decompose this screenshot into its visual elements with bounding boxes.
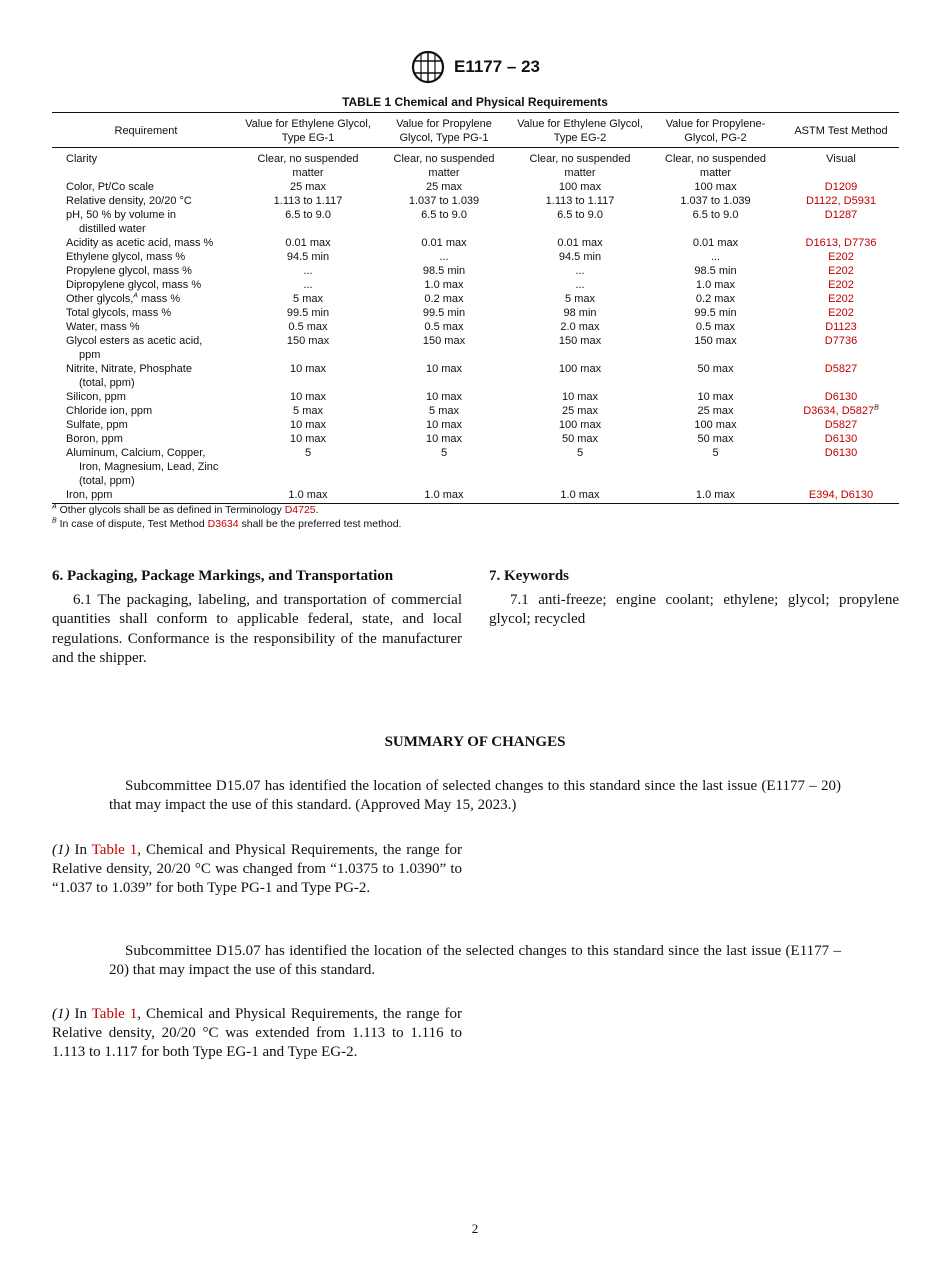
summary-paragraph: Subcommittee D15.07 has identified the location of the selected changes to this standard since the last issue (E1177 – 20) that may impact the use of this standard.: [109, 943, 841, 978]
test-method-link[interactable]: D5827: [824, 363, 858, 375]
test-method-cell[interactable]: [783, 488, 899, 504]
page-header: [0, 50, 950, 84]
test-method-link[interactable]: D7736: [824, 335, 858, 347]
value-cell: 0.01 max: [421, 237, 467, 249]
value-cell: 1.0 max: [695, 279, 736, 291]
requirement-text: Aluminum, Calcium, Copper,: [66, 447, 206, 459]
test-method-link[interactable]: D6130: [824, 433, 858, 445]
change-text: In: [69, 1006, 92, 1022]
value-cell: Clear, no suspended matter: [257, 153, 359, 179]
requirement-text: Color, Pt/Co scale: [66, 181, 155, 193]
test-method-link[interactable]: D1122, D5931: [805, 195, 877, 207]
column-header: Requirement: [52, 113, 240, 148]
value-cell: 6.5 to 9.0: [285, 209, 331, 221]
footnote-text: Other glycols shall be as defined in Terminology: [56, 504, 285, 516]
change-number: (1): [52, 1006, 70, 1022]
test-method-cell[interactable]: [783, 418, 899, 432]
value-cell: 10 max: [425, 391, 463, 403]
requirement-text: Sulfate, ppm: [66, 419, 128, 431]
test-method-cell[interactable]: [783, 306, 899, 320]
value-cell: 100 max: [694, 419, 737, 431]
value-cell: 1.0 max: [512, 488, 648, 504]
value-cell: 98.5 min: [694, 265, 737, 277]
value-cell: 150 max: [558, 335, 602, 347]
requirement-cell: [52, 488, 240, 504]
table-row: [52, 334, 899, 362]
requirement-text: Acidity as acetic acid, mass %: [66, 237, 214, 249]
requirement-cell: [52, 264, 240, 278]
footnote-text: In case of dispute, Test Method: [56, 518, 208, 530]
footnote-a: [52, 503, 401, 517]
test-method-cell[interactable]: [783, 404, 899, 418]
test-method-cell: [783, 148, 899, 181]
requirement-cell: [52, 278, 240, 292]
value-cell: 2.0 max: [560, 321, 600, 333]
change-text: In: [69, 842, 92, 858]
section-heading: 7. Keywords: [489, 568, 569, 584]
footnote-mark: A: [133, 292, 138, 300]
table-row: [52, 236, 899, 250]
value-cell: 100 max: [694, 181, 737, 193]
summary-title: SUMMARY OF CHANGES: [384, 734, 566, 750]
value-cell: 25 max: [697, 405, 734, 417]
footnote-link[interactable]: D3634: [207, 518, 239, 530]
requirement-text: Other glycols,: [66, 293, 134, 305]
requirement-text: Total glycols, mass %: [66, 307, 172, 319]
section-6: [52, 567, 462, 669]
column-header: Value for Propylene Glycol, Type PG-1: [376, 113, 512, 148]
test-method-link[interactable]: D3634, D5827: [803, 405, 875, 417]
value-cell: 1.0 max: [648, 488, 783, 504]
value-cell: 0.01 max: [692, 237, 739, 249]
test-method-cell[interactable]: [783, 208, 899, 236]
requirement-text: pH, 50 % by volume in: [66, 209, 177, 221]
value-cell: 94.5 min: [558, 251, 602, 263]
table-row: [52, 148, 899, 181]
table-row: [52, 488, 899, 504]
value-cell: 100 max: [558, 363, 602, 375]
requirement-text: Boron, ppm: [66, 433, 123, 445]
value-cell: 50 max: [697, 363, 734, 375]
value-cell: 25 max: [289, 181, 327, 193]
footnote-text: shall be the preferred test method.: [238, 518, 402, 530]
value-cell: ...: [303, 279, 313, 291]
test-method-link[interactable]: D1209: [824, 181, 858, 193]
document-code: E1177 – 23: [453, 57, 541, 76]
change-text: , Chemical and Physical Requirements, the range for Relative density, 20/20 °C was extended from 1.113 to 1.116 to 1.113 to 1.117 for both Type EG-1 and Type EG-2.: [52, 1006, 462, 1060]
requirement-cell: [52, 250, 240, 264]
value-cell: 150 max: [694, 335, 737, 347]
section-body: 7.1 anti-freeze; engine coolant; ethylene; glycol; propylene glycol; recycled: [489, 591, 899, 627]
requirement-cell: [52, 292, 240, 306]
requirement-text: mass %: [137, 293, 181, 305]
value-cell: 98 min: [563, 307, 597, 319]
value-cell: 99.5 min: [422, 307, 466, 319]
value-cell: 10 max: [425, 363, 463, 375]
table-row: [52, 404, 899, 418]
change-text: , Chemical and Physical Requirements, the range for Relative density, 20/20 °C was changed from “1.0375 to 1.0390” to “1.037 to 1.039” for both Type PG-1 and Type PG-2.: [52, 842, 462, 896]
value-cell: 50 max: [561, 433, 599, 445]
value-cell: 10 max: [561, 391, 599, 403]
table-row: [52, 446, 899, 488]
value-cell: 25 max: [425, 181, 463, 193]
requirement-text: Clarity: [66, 153, 98, 165]
test-method-link[interactable]: D6130: [824, 391, 858, 403]
requirement-cell: [52, 236, 240, 250]
value-cell: 6.5 to 9.0: [692, 209, 739, 221]
requirement-cell: [52, 180, 240, 194]
value-cell: 0.01 max: [557, 237, 603, 249]
column-header: ASTM Test Method: [783, 113, 899, 148]
section-body: 6.1 The packaging, labeling, and transportation of commercial quantities shall conform to applicable federal, state, and local regulations. Conformance is the responsibility of the manufacturer and the shipper.: [52, 591, 462, 666]
value-cell: 100 max: [558, 181, 602, 193]
value-cell: 1.037 to 1.039: [680, 195, 751, 207]
requirement-cell: [52, 362, 240, 390]
requirement-text: Ethylene glycol, mass %: [66, 251, 186, 263]
table-header-row: [52, 113, 899, 148]
requirement-cell: [52, 208, 240, 236]
column-header: Value for Ethylene Glycol, Type EG-1: [240, 113, 376, 148]
value-cell: 5 max: [293, 405, 323, 417]
requirement-text: (total, ppm): [79, 377, 135, 389]
value-cell: 10 max: [289, 391, 327, 403]
section-heading: 6. Packaging, Package Markings, and Transportation: [52, 568, 394, 584]
value-cell: ...: [575, 279, 585, 291]
table-footnotes: [52, 503, 401, 531]
table-row: [52, 390, 899, 404]
value-cell: 0.5 max: [424, 321, 464, 333]
section-7: [489, 567, 899, 630]
value-cell: 0.2 max: [695, 293, 736, 305]
test-method-link[interactable]: E202: [828, 293, 854, 305]
value-cell: Clear, no suspended matter: [665, 153, 766, 179]
requirement-text: distilled water: [79, 223, 146, 235]
value-cell: 10 max: [425, 433, 463, 445]
requirement-cell: [52, 404, 240, 418]
value-cell: 10 max: [289, 419, 327, 431]
value-cell: 98.5 min: [422, 265, 466, 277]
column-header: Value for Propylene-Glycol, PG-2: [648, 113, 783, 148]
requirement-text: Relative density, 20/20 °C: [66, 195, 192, 207]
requirements-table: [52, 112, 899, 504]
table-row: [52, 250, 899, 264]
value-cell: 6.5 to 9.0: [421, 209, 467, 221]
test-method-link: Visual: [826, 153, 856, 165]
value-cell: Clear, no suspended matter: [529, 153, 631, 179]
requirement-text: Silicon, ppm: [66, 391, 126, 403]
table-row: [52, 180, 899, 194]
test-method-cell[interactable]: [783, 180, 899, 194]
value-cell: 99.5 min: [286, 307, 330, 319]
requirement-text: Water, mass %: [66, 321, 140, 333]
value-cell: ...: [575, 265, 585, 277]
value-cell: 5 max: [293, 293, 323, 305]
value-cell: 1.037 to 1.039: [408, 195, 480, 207]
test-method-link[interactable]: D1123: [825, 321, 857, 333]
test-method-link[interactable]: E202: [828, 251, 854, 263]
table-link[interactable]: Table 1: [91, 1006, 138, 1022]
footnote-b: [52, 517, 401, 531]
requirement-cell: [52, 432, 240, 446]
value-cell: 25 max: [561, 405, 599, 417]
value-cell: 5: [576, 447, 584, 459]
table-row: [52, 432, 899, 446]
value-cell: 5 max: [565, 293, 595, 305]
summary-paragraph: Subcommittee D15.07 has identified the location of selected changes to this standard since the last issue (E1177 – 20) that may impact the use of this standard. (Approved May 15, 2023.): [109, 778, 841, 813]
footnote-link[interactable]: D4725: [284, 504, 316, 516]
table-row: [52, 194, 899, 208]
value-cell: ...: [303, 265, 313, 277]
requirement-text: ppm: [79, 349, 101, 361]
requirement-text: Dipropylene glycol, mass %: [66, 279, 202, 291]
requirement-text: Nitrite, Nitrate, Phosphate: [66, 363, 192, 375]
value-cell: 5: [304, 447, 312, 459]
table-row: [52, 208, 899, 236]
requirement-cell: [52, 306, 240, 320]
test-method-link[interactable]: D5827: [824, 419, 858, 431]
value-cell: 10 max: [289, 363, 327, 375]
table-row: [52, 362, 899, 390]
requirement-cell: [52, 418, 240, 432]
test-method-link[interactable]: D1613, D7736: [805, 237, 877, 249]
test-method-cell[interactable]: [783, 432, 899, 446]
value-cell: 1.0 max: [424, 279, 464, 291]
table-title: TABLE 1 Chemical and Physical Requirements: [342, 95, 608, 109]
value-cell: 100 max: [558, 419, 602, 431]
value-cell: 1.113 to 1.117: [273, 195, 343, 207]
value-cell: 1.0 max: [376, 488, 512, 504]
test-method-cell[interactable]: [783, 390, 899, 404]
requirement-cell: [52, 194, 240, 208]
value-cell: 1.113 to 1.117: [545, 195, 615, 207]
footnote-mark: A: [52, 503, 57, 511]
column-header: Value for Ethylene Glycol, Type EG-2: [512, 113, 648, 148]
value-cell: ...: [710, 251, 721, 263]
value-cell: 5: [440, 447, 448, 459]
value-cell: 5 max: [429, 405, 459, 417]
test-method-cell[interactable]: [783, 278, 899, 292]
value-cell: 6.5 to 9.0: [557, 209, 603, 221]
value-cell: 50 max: [697, 433, 734, 445]
value-cell: ...: [439, 251, 449, 263]
requirement-text: Glycol esters as acetic acid,: [66, 335, 203, 347]
value-cell: 10 max: [425, 419, 463, 431]
value-cell: 150 max: [422, 335, 466, 347]
table-row: [52, 278, 899, 292]
table-row: [52, 264, 899, 278]
footnote-text: .: [315, 504, 319, 516]
value-cell: 10 max: [289, 433, 327, 445]
test-method-cell[interactable]: [783, 446, 899, 488]
change-item: [52, 1005, 462, 1062]
value-cell: Clear, no suspended matter: [393, 153, 495, 179]
test-method-link[interactable]: E202: [828, 307, 854, 319]
test-method-cell[interactable]: [783, 264, 899, 278]
test-method-link[interactable]: D1287: [824, 209, 858, 221]
test-method-cell[interactable]: [783, 194, 899, 208]
value-cell: 150 max: [286, 335, 330, 347]
requirement-cell: [52, 148, 240, 181]
value-cell: 1.0 max: [240, 488, 376, 504]
change-number: (1): [52, 842, 70, 858]
test-method-link[interactable]: E202: [828, 279, 854, 291]
value-cell: 10 max: [697, 391, 734, 403]
test-method-link[interactable]: E202: [828, 265, 854, 277]
test-method-cell[interactable]: [783, 236, 899, 250]
table-link[interactable]: Table 1: [91, 842, 138, 858]
requirement-text: Iron, Magnesium, Lead, Zinc (total, ppm): [79, 461, 219, 487]
footnote-mark: B: [874, 404, 879, 412]
test-method-cell[interactable]: [783, 250, 899, 264]
test-method-cell[interactable]: [783, 362, 899, 390]
table-row: [52, 418, 899, 432]
change-item: [52, 841, 462, 898]
value-cell: 5: [712, 447, 719, 459]
footnote-mark: B: [52, 517, 57, 525]
test-method-link[interactable]: E394, D6130: [808, 489, 874, 501]
requirement-cell: [52, 446, 240, 488]
table-row: [52, 306, 899, 320]
value-cell: 0.5 max: [695, 321, 736, 333]
test-method-link[interactable]: D6130: [824, 447, 858, 459]
requirement-cell: [52, 334, 240, 362]
test-method-cell[interactable]: [783, 292, 899, 306]
test-method-cell[interactable]: [783, 334, 899, 362]
value-cell: 94.5 min: [286, 251, 330, 263]
requirement-cell: [52, 390, 240, 404]
requirement-text: Chloride ion, ppm: [66, 405, 153, 417]
value-cell: 0.01 max: [285, 237, 331, 249]
page-number: 2: [471, 1221, 479, 1236]
table-row: [52, 292, 899, 306]
astm-logo-icon: [410, 50, 446, 84]
value-cell: 0.2 max: [424, 293, 464, 305]
requirement-cell: [52, 320, 240, 334]
requirement-text: Propylene glycol, mass %: [66, 265, 192, 277]
table-row: [52, 320, 899, 334]
value-cell: 99.5 min: [694, 307, 737, 319]
test-method-cell[interactable]: [783, 320, 899, 334]
table-body: [52, 148, 899, 504]
value-cell: 0.5 max: [288, 321, 328, 333]
requirement-text: Iron, ppm: [66, 489, 113, 501]
